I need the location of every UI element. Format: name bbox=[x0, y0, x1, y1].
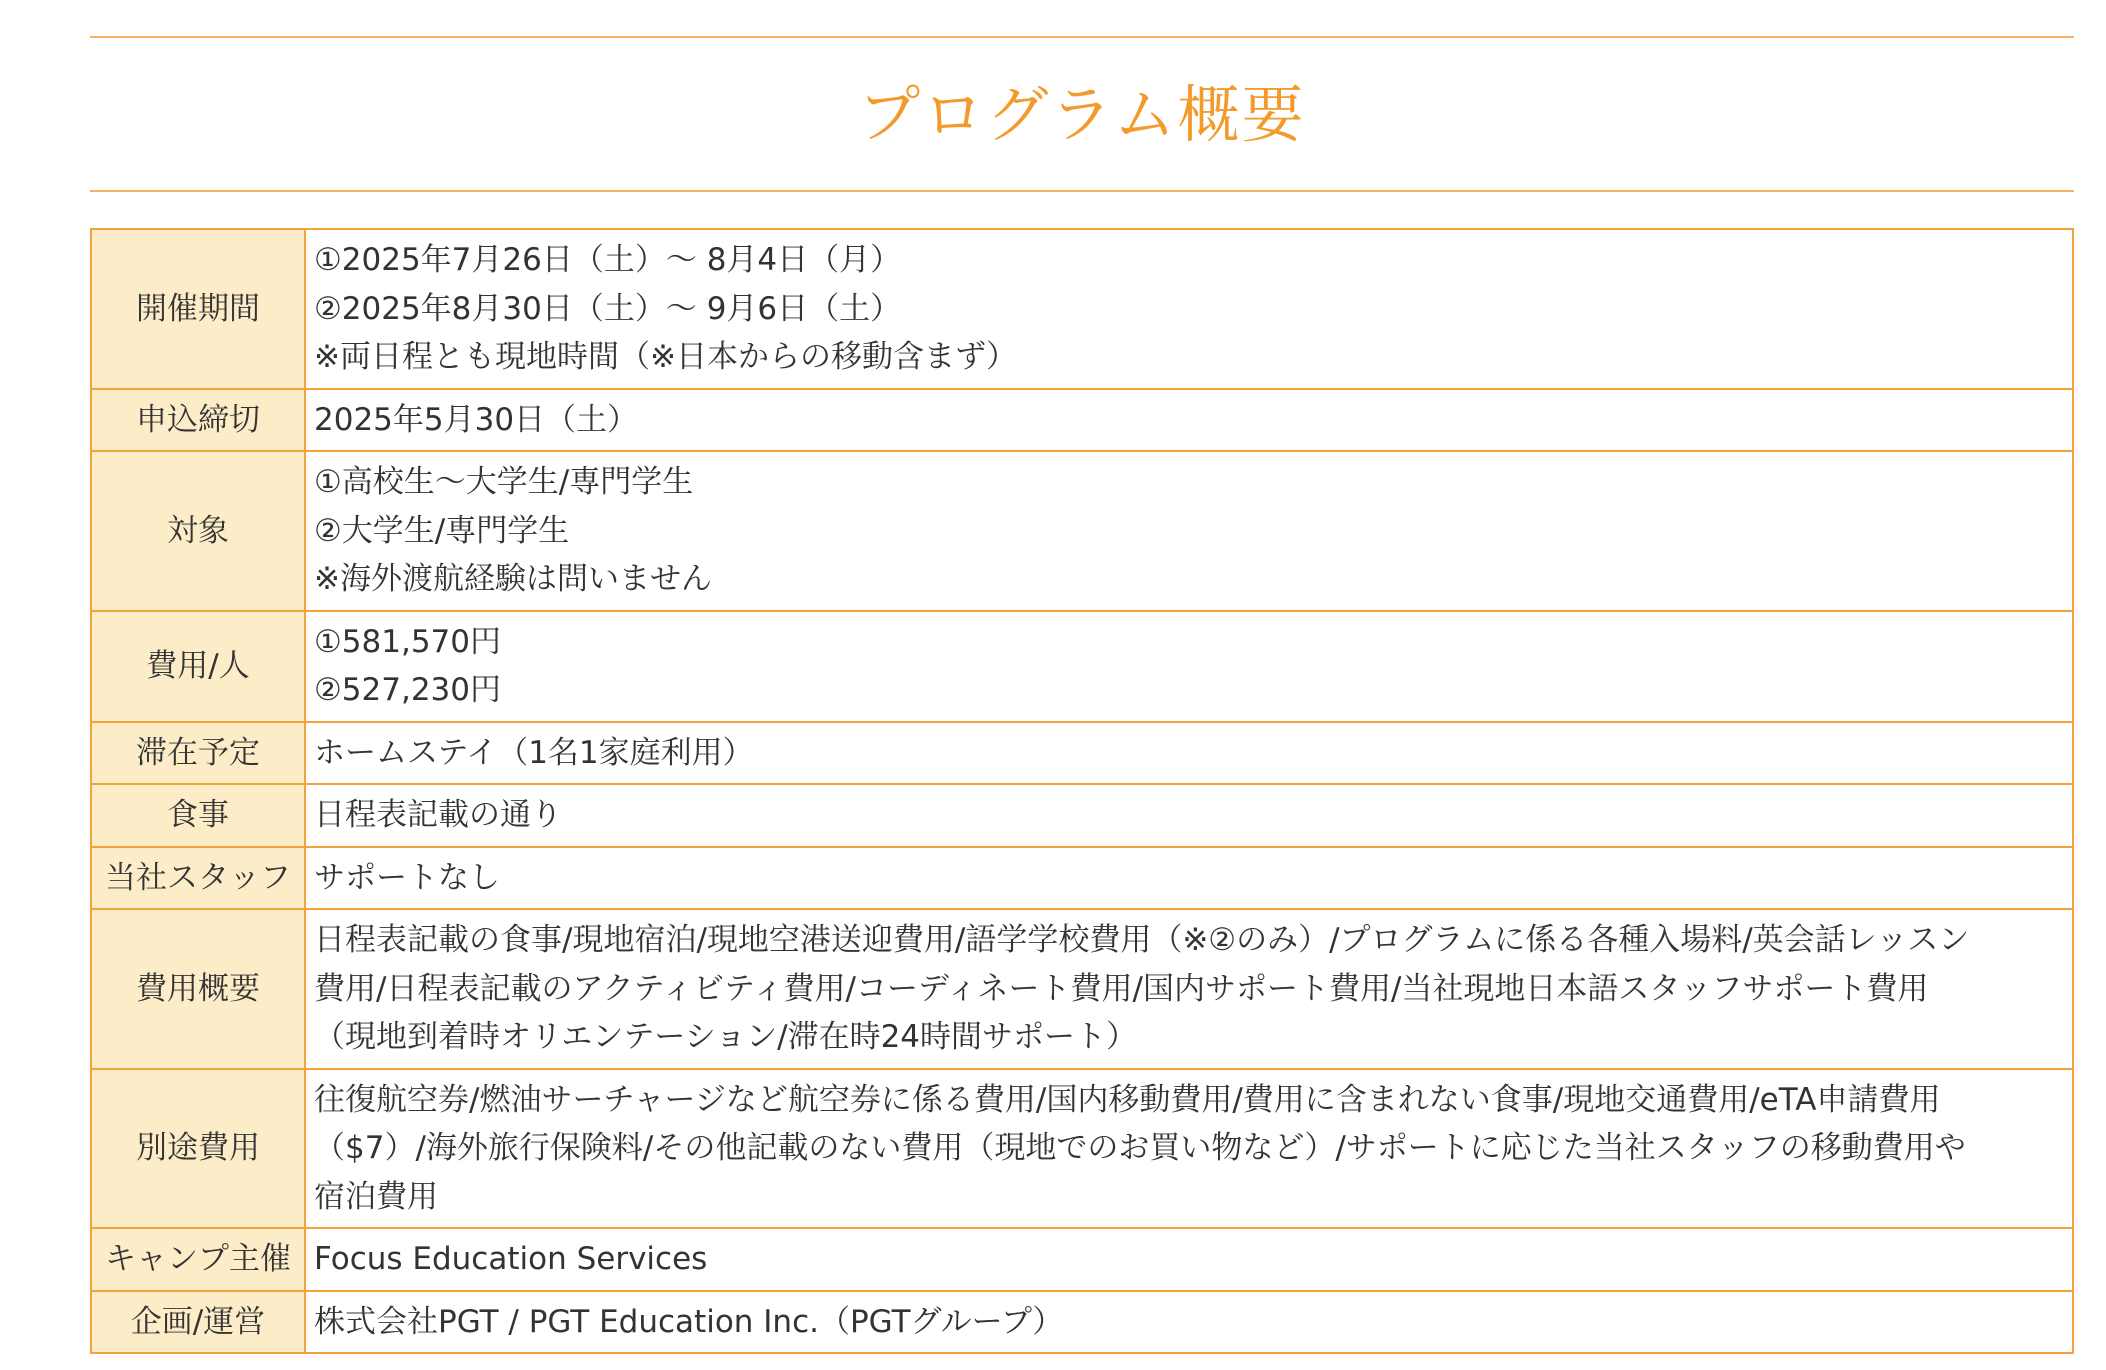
value-line: ①高校生～大学生/専門学生 bbox=[314, 464, 694, 500]
row-value bbox=[305, 229, 2073, 389]
value-line: 2025年5月30日（土） bbox=[314, 401, 639, 438]
row-meals bbox=[91, 784, 2073, 847]
row-staff bbox=[91, 847, 2073, 910]
value-line: ※両日程とも現地時間（※日本からの移動含まず） bbox=[314, 339, 1017, 375]
row-value bbox=[305, 847, 2073, 910]
value-line: 費用/日程表記載のアクティビティ費用/コーディネート費用/国内サポート費用/当社現地日本語スタッフサポート費用 bbox=[314, 970, 1929, 1007]
value-line: Focus Education Services bbox=[314, 1241, 708, 1277]
value-line: ①581,570円 bbox=[314, 623, 501, 660]
value-line: ②527,230円 bbox=[314, 672, 501, 708]
row-value bbox=[305, 389, 2073, 452]
row-schedule bbox=[91, 229, 2073, 389]
row-stay bbox=[91, 722, 2073, 785]
top-divider bbox=[90, 36, 2074, 38]
row-value bbox=[305, 909, 2073, 1069]
value-line: 株式会社PGT / PGT Education Inc.（PGTグループ） bbox=[314, 1303, 1064, 1340]
row-label: 食事 bbox=[91, 784, 305, 847]
row-value bbox=[305, 1069, 2073, 1229]
row-value bbox=[305, 722, 2073, 785]
page-title: プログラム概要 bbox=[858, 78, 1306, 151]
value-line: ②2025年8月30日（土）～ 9月6日（土） bbox=[314, 290, 902, 327]
row-value bbox=[305, 611, 2073, 722]
value-line: （現地到着時オリエンテーション/滞在時24時間サポート） bbox=[314, 1019, 1138, 1055]
value-line: 日程表記載の通り bbox=[314, 797, 562, 833]
row-label: 対象 bbox=[91, 451, 305, 611]
value-line: （$7）/海外旅行保険料/その他記載のない費用（現地でのお買い物など）/サポートに応じた当社スタッフの移動費用や bbox=[314, 1130, 1966, 1166]
value-line: 日程表記載の食事/現地宿泊/現地空港送迎費用/語学学校費用（※②のみ）/プログラムに係る各種入場料/英会話レッスン bbox=[314, 922, 1970, 958]
row-value bbox=[305, 451, 2073, 611]
row-label: キャンプ主催 bbox=[91, 1228, 305, 1291]
program-overview-table bbox=[90, 228, 2074, 1354]
row-label: 別途費用 bbox=[91, 1069, 305, 1229]
value-line: 往復航空券/燃油サーチャージなど航空券に係る費用/国内移動費用/費用に含まれない食事/現地交通費用/eTA申請費用 bbox=[314, 1081, 1941, 1118]
row-value bbox=[305, 1228, 2073, 1291]
row-organizer bbox=[91, 1228, 2073, 1291]
value-line: サポートなし bbox=[314, 859, 500, 896]
value-line: ①2025年7月26日（土）～ 8月4日（月） bbox=[314, 242, 902, 278]
row-planning bbox=[91, 1291, 2073, 1354]
row-label: 費用/人 bbox=[91, 611, 305, 722]
row-label: 当社スタッフ bbox=[91, 847, 305, 910]
row-label: 開催期間 bbox=[91, 229, 305, 389]
row-value bbox=[305, 784, 2073, 847]
row-label: 滞在予定 bbox=[91, 722, 305, 785]
row-label: 申込締切 bbox=[91, 389, 305, 452]
value-line: 宿泊費用 bbox=[314, 1178, 438, 1215]
value-line: ホームステイ（1名1家庭利用） bbox=[314, 734, 754, 771]
row-cost bbox=[91, 611, 2073, 722]
row-label: 費用概要 bbox=[91, 909, 305, 1069]
row-extra-cost bbox=[91, 1069, 2073, 1229]
title-divider bbox=[90, 190, 2074, 192]
value-line: ※海外渡航経験は問いません bbox=[314, 561, 712, 597]
row-label: 企画/運営 bbox=[91, 1291, 305, 1354]
row-target bbox=[91, 451, 2073, 611]
row-deadline bbox=[91, 389, 2073, 452]
row-cost-summary bbox=[91, 909, 2073, 1069]
row-value bbox=[305, 1291, 2073, 1354]
value-line: ②大学生/専門学生 bbox=[314, 512, 570, 549]
